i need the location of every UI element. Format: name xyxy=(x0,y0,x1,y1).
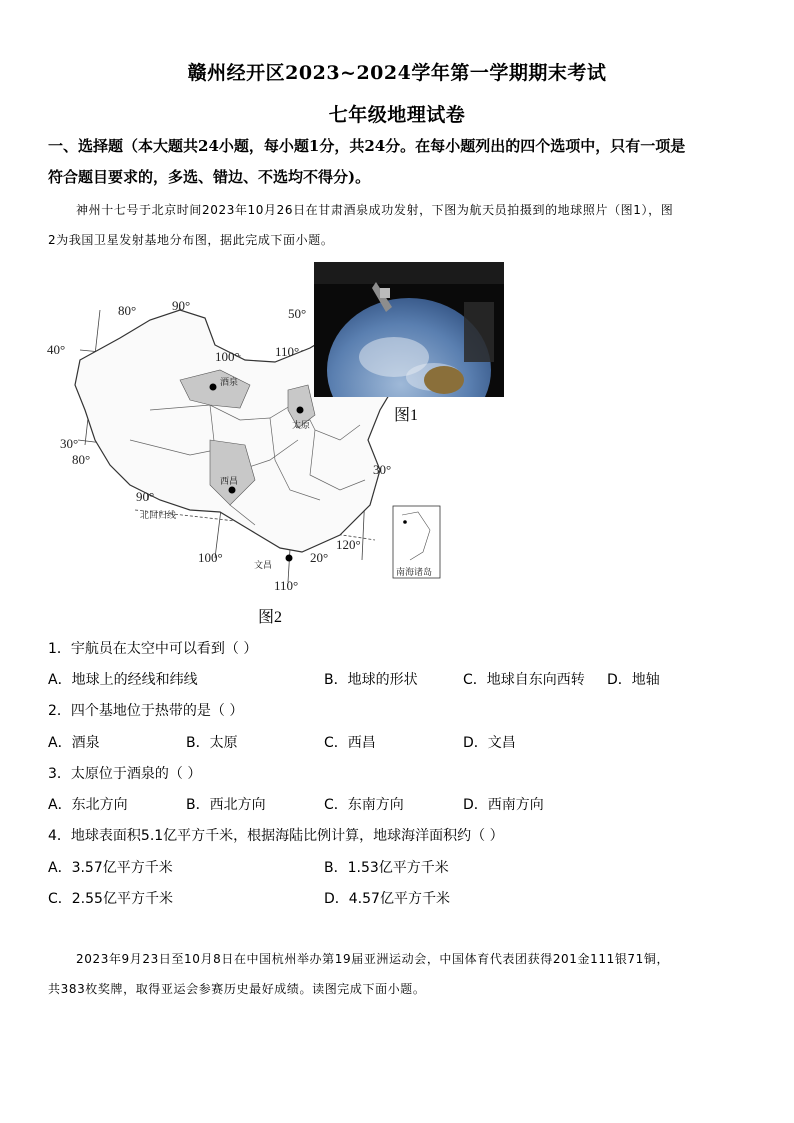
q2-option-b: B．太原 xyxy=(186,735,238,751)
lon90-top-label: 90° xyxy=(172,298,191,313)
lon120-label: 120° xyxy=(336,537,361,552)
q3-option-a: A．东北方向 xyxy=(48,797,128,813)
lat30-right-label: 30° xyxy=(373,462,392,477)
question-3-stem: 3．太原位于酒泉的（ ） xyxy=(48,766,202,782)
q3-option-d: D．西南方向 xyxy=(463,797,544,813)
question-2-stem: 2．四个基地位于热带的是（ ） xyxy=(48,703,244,719)
xichang-label: 西昌 xyxy=(220,477,239,487)
intro-paragraph-1 xyxy=(48,195,754,255)
lon100-bottom-label: 100° xyxy=(198,550,223,565)
taiyuan-label: 太原 xyxy=(292,421,311,431)
lon80-bottom-label: 80° xyxy=(72,452,91,467)
q1-option-a: A．地球上的经线和纬线 xyxy=(48,672,198,688)
exam-subtitle: 七年级地理试卷 xyxy=(328,104,466,126)
q4-option-a: A．3.57亿平方千米 xyxy=(48,860,173,876)
lat20-label: 20° xyxy=(310,550,329,565)
taiyuan-marker xyxy=(297,407,304,414)
tropic-label: 北回归线 xyxy=(140,511,177,521)
jiuquan-label: 酒泉 xyxy=(220,378,239,388)
wenchang-label: 文昌 xyxy=(254,561,273,571)
q4-option-d: D．4.57亿平方千米 xyxy=(324,891,450,907)
q2-option-d: D．文昌 xyxy=(463,735,516,751)
intro2-line2: 共383枚奖牌，取得亚运会参赛历史最好成绩。读图完成下面小题。 xyxy=(48,982,426,996)
lon90-bottom-label: 90° xyxy=(136,489,155,504)
intro-paragraph-2 xyxy=(48,944,754,1004)
q1-option-c: C．地球自东向西转 xyxy=(463,672,585,688)
section-heading xyxy=(48,131,768,193)
q3-option-c: C．东南方向 xyxy=(324,797,404,813)
question-1-stem: 1．宇航员在太空中可以看到（ ） xyxy=(48,641,258,657)
q1-option-b: B．地球的形状 xyxy=(324,672,418,688)
module-part xyxy=(424,366,464,394)
earth-photo xyxy=(314,262,504,397)
q3-option-b: B．西北方向 xyxy=(186,797,266,813)
lon110-bottom-label: 110° xyxy=(274,578,299,593)
q2-option-a: A．酒泉 xyxy=(48,735,100,751)
exam-title: 赣州经开区2023~2024学年第一学期期末考试 xyxy=(187,62,607,84)
lat50-label: 50° xyxy=(288,306,307,321)
lat30-left-label: 30° xyxy=(60,436,79,451)
intro1-line1: 神州十七号于北京时间2023年10月26日在甘肃酒泉成功发射，下图为航天员拍摄到的地球照片（图1），图 xyxy=(76,203,674,217)
inset-label: 南海诸岛 xyxy=(396,568,433,578)
wenchang-marker xyxy=(286,555,293,562)
figure1-caption: 图1 xyxy=(394,407,419,424)
jiuquan-marker xyxy=(210,384,217,391)
lon80-top-label: 80° xyxy=(118,303,137,318)
q2-option-c: C．西昌 xyxy=(324,735,376,751)
q4-option-c: C．2.55亿平方千米 xyxy=(48,891,173,907)
intro1-line2: 2为我国卫星发射基地分布图，据此完成下面小题。 xyxy=(48,233,334,247)
figure2-caption: 图2 xyxy=(258,609,283,626)
intro2-line1: 2023年9月23日至10月8日在中国杭州举办第19届亚洲运动会，中国体育代表团获得201金111银71铜， xyxy=(76,952,670,966)
xichang-marker xyxy=(229,487,236,494)
q1-option-d: D．地轴 xyxy=(607,672,660,688)
south-china-sea-inset xyxy=(393,506,440,578)
section-heading-line1: 一、选择题（本大题共24小题，每小题1分，共24分。在每小题列出的四个选项中，只有一项是 xyxy=(48,137,686,155)
question-4-stem: 4．地球表面积5.1亿平方千米，根据海陆比例计算，地球海洋面积约（ ） xyxy=(48,828,504,844)
q4-option-b: B．1.53亿平方千米 xyxy=(324,860,449,876)
lat40-label: 40° xyxy=(47,342,66,357)
section-heading-line2: 符合题目要求的，多选、错边、不选均不得分)。 xyxy=(48,168,371,186)
lon110-top-label: 110° xyxy=(275,344,300,359)
lon100-top-label: 100° xyxy=(215,349,240,364)
